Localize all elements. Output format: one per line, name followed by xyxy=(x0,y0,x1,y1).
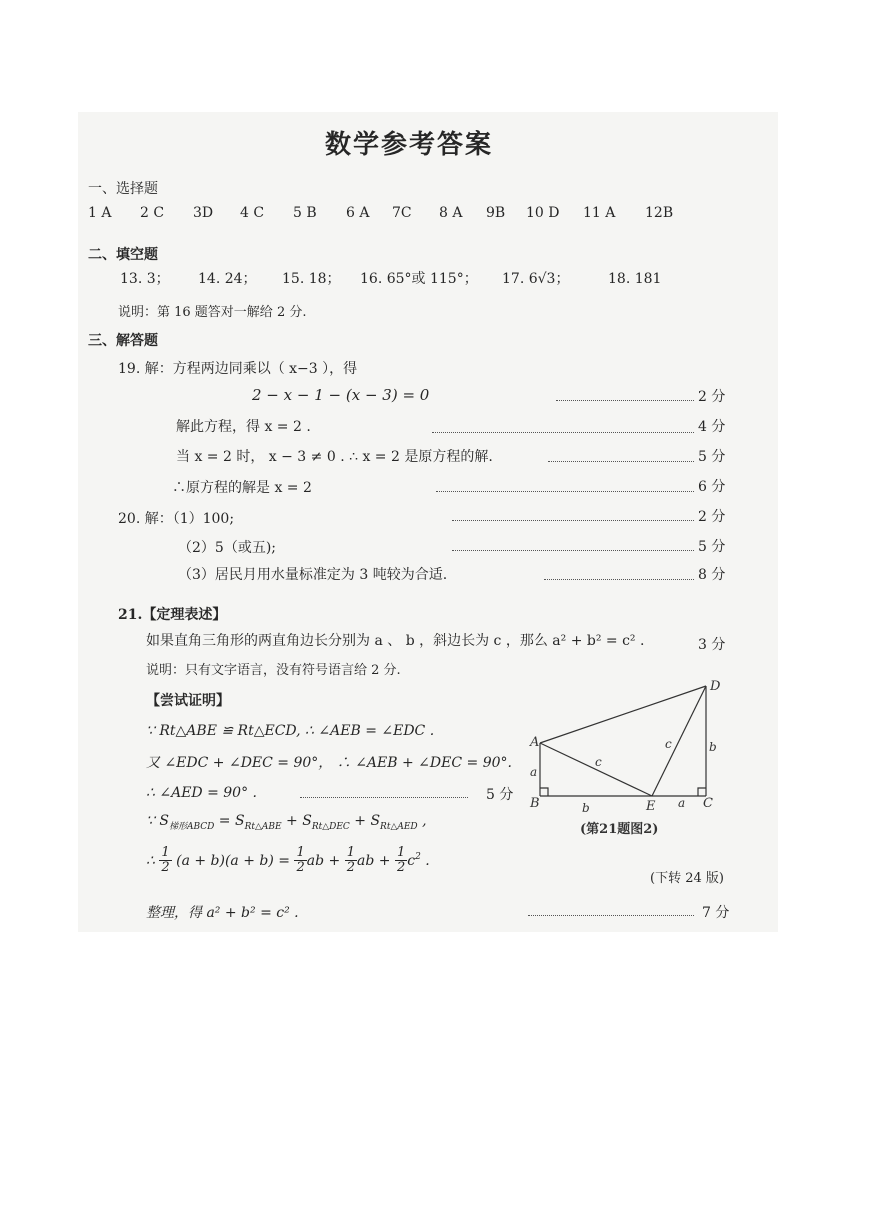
q19-line2: 解此方程，得 x = 2 . xyxy=(176,419,311,435)
label-C: C xyxy=(703,796,713,811)
section2-heading: 二、填空题 xyxy=(88,247,158,263)
q21-proof-heading: 【尝试证明】 xyxy=(146,693,230,709)
q21-statement-score: 3 分 xyxy=(698,637,726,653)
q19-score-3: 5 分 xyxy=(698,449,726,465)
right-angle-B xyxy=(540,788,548,796)
figure-caption: (第21题图2) xyxy=(580,822,659,837)
section3-heading: 三、解答题 xyxy=(88,333,158,349)
q21-figure xyxy=(520,676,730,846)
right-angle-C xyxy=(698,788,706,796)
q21-proof-line2: 又 ∠EDC + ∠DEC = 90°， ∴ ∠AEB + ∠DEC = 90°. xyxy=(146,755,512,771)
choice-answer-9: 9B xyxy=(486,205,506,221)
q21-score-2: 7 分 xyxy=(702,905,730,921)
continue-note: (下转 24 版) xyxy=(650,871,724,886)
choice-answer-4: 4 C xyxy=(240,205,265,221)
q19-leader-4 xyxy=(436,491,694,492)
q20-line3: （3）居民月用水量标准定为 3 吨较为合适. xyxy=(178,567,448,583)
choice-answer-5: 5 B xyxy=(293,205,317,221)
q21-note: 说明：只有文字语言，没有符号语言给 2 分. xyxy=(146,663,401,678)
q21-heading: 21.【定理表述】 xyxy=(118,607,227,623)
q19-score-1: 2 分 xyxy=(698,389,726,405)
q19-equation: 2 − x − 1 − (x − 3) = 0 xyxy=(252,386,430,404)
page-title: 数学参考答案 xyxy=(325,130,494,160)
choice-answer-7: 7C xyxy=(392,205,412,221)
q20-score-2: 5 分 xyxy=(698,539,726,555)
label-A: A xyxy=(530,735,540,750)
q20-leader-1 xyxy=(452,520,694,521)
q19-intro: 19. 解：方程两边同乘以（ x−3 ），得 xyxy=(118,361,358,377)
choice-answer-6: 6 A xyxy=(346,205,370,221)
choice-answer-11: 11 A xyxy=(583,205,616,221)
fill-answer-14: 14. 24； xyxy=(198,271,257,287)
q19-score-4: 6 分 xyxy=(698,479,726,495)
segment-AE xyxy=(540,743,652,796)
choice-answer-10: 10 D xyxy=(526,205,560,221)
q19-line4: ∴原方程的解是 x = 2 xyxy=(172,480,312,496)
label-E: E xyxy=(646,799,656,814)
q19-line3: 当 x = 2 时， x − 3 ≠ 0 . ∴ x = 2 是原方程的解. xyxy=(176,449,493,465)
fill-answer-13: 13. 3； xyxy=(120,271,170,287)
q21-proof-line3: ∴ ∠AED = 90° . xyxy=(146,785,257,801)
q21-leader-2 xyxy=(528,915,694,916)
label-b-bottom: b xyxy=(582,801,590,815)
choice-answer-3: 3D xyxy=(193,205,214,221)
segment-ED xyxy=(652,686,706,796)
label-a-bottom: a xyxy=(678,796,686,810)
q21-proof-line4: ∵ $S_{梯形ABCD} = S_{Rt\triangle ABE} + S_{Rt\triangle DEC} + S_{Rt\triangle AED}$ , xyxy=(146,813,427,832)
q20-line2: （2）5（或五); xyxy=(178,540,276,556)
q21-proof-line1: ∵ Rt△ABE ≌ Rt△ECD, ∴ ∠AEB = ∠EDC . xyxy=(146,723,435,739)
q19-score-2: 4 分 xyxy=(698,419,726,435)
fill-answer-17: 17. 6√3； xyxy=(502,271,570,287)
choice-answer-8: 8 A xyxy=(439,205,463,221)
q20-leader-2 xyxy=(452,550,694,551)
fill-answer-18: 18. 181 xyxy=(608,271,662,287)
fill-answer-15: 15. 18； xyxy=(282,271,341,287)
label-b-right: b xyxy=(709,740,717,754)
choice-answer-2: 2 C xyxy=(140,205,165,221)
q21-proof-line6: 整理，得 a² + b² = c² . xyxy=(146,905,299,921)
q21-statement: 如果直角三角形的两直角边长分别为 a 、 b ，斜边长为 c ，那么 a² + b² = c² . xyxy=(146,633,645,649)
label-D: D xyxy=(710,679,721,694)
label-c-ED: c xyxy=(665,737,672,751)
label-B: B xyxy=(530,796,540,811)
choice-answer-12: 12B xyxy=(645,205,674,221)
q20-score-1: 2 分 xyxy=(698,509,726,525)
q20-score-3: 8 分 xyxy=(698,567,726,583)
label-a-left: a xyxy=(530,765,538,779)
q21-score-1: 5 分 xyxy=(486,787,514,803)
q19-leader-2 xyxy=(432,432,694,433)
q21-leader-1 xyxy=(300,797,468,798)
section2-note: 说明：第 16 题答对一解给 2 分. xyxy=(118,305,307,320)
q19-leader-3 xyxy=(548,461,694,462)
segment-AD xyxy=(540,686,706,743)
q21-proof-line5: ∴ $\frac{1}{2}$ (a + b)(a + b) = $\frac{1}{2}$ ab + $\frac{1}{2}$ ab + $\frac{1}{2}$ $c^2$ . xyxy=(146,845,430,876)
q20-line1: 20. 解：（1）100; xyxy=(118,511,235,527)
choice-answer-1: 1 A xyxy=(88,205,112,221)
fill-answer-16: 16. 65°或 115°； xyxy=(360,271,478,287)
label-c-AE: c xyxy=(595,755,602,769)
q20-leader-3 xyxy=(544,579,694,580)
section1-heading: 一、选择题 xyxy=(88,181,158,197)
q19-leader-1 xyxy=(556,400,694,401)
